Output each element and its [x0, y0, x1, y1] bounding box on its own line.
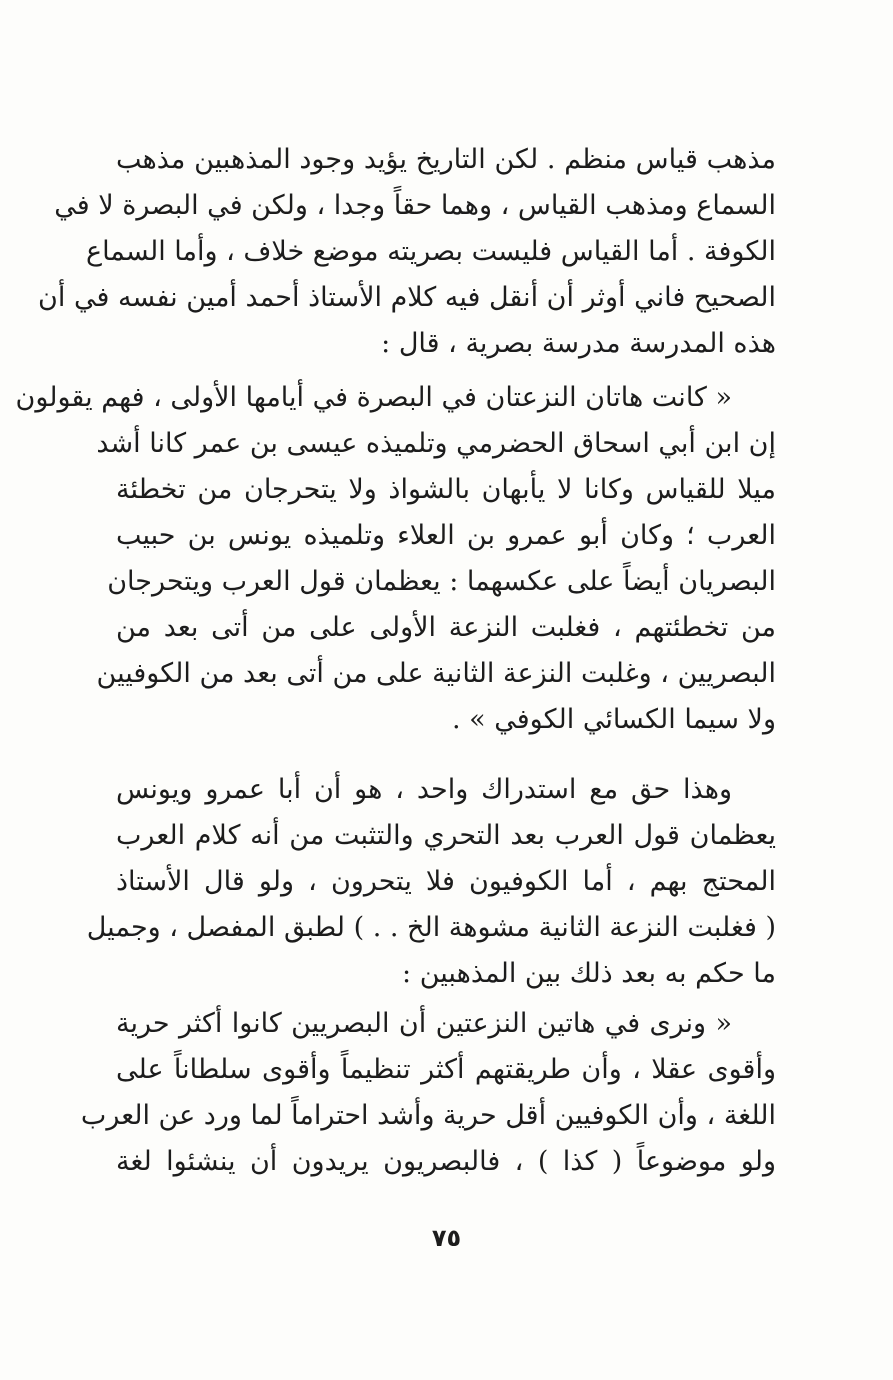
text-line: وأقوى عقلا ، وأن طريقتهم أكثر تنظيماً وأقوى سلطاناً على — [116, 1054, 776, 1085]
text-line: البصريين ، وغلبت النزعة الثانية على من أتى بعد من الكوفيين — [96, 658, 776, 689]
paragraph-4 — [80, 1008, 776, 1194]
text-line: ولا سيما الكسائي الكوفي » . — [451, 704, 776, 735]
text-line: « ونرى في هاتين النزعتين أن البصريين كانوا أكثر حرية — [116, 1008, 732, 1039]
text-line: من تخطئتهم ، فغلبت النزعة الأولى على من أتى بعد من — [116, 612, 776, 643]
text-line: ميلا للقياس وكانا لا يأبهان بالشواذ ولا يتحرجان من تخطئة — [116, 474, 776, 505]
text-line: المحتج بهم ، أما الكوفيون فلا يتحرون ، ولو قال الأستاذ — [116, 866, 776, 897]
text-line: « كانت هاتان النزعتان في البصرة في أيامها الأولى ، فهم يقولون — [15, 382, 732, 413]
text-line: ولو موضوعاً ( كذا ) ، فالبصريون يريدون أن ينشئوا لغة — [116, 1146, 776, 1177]
text-line: العرب ؛ وكان أبو عمرو بن العلاء وتلميذه يونس بن حبيب — [116, 520, 776, 551]
page-number: ٧٥ — [431, 1224, 462, 1252]
text-line: مذهب قياس منظم . لكن التاريخ يؤيد وجود المذهبين مذهب — [116, 144, 776, 175]
text-line: الصحيح فاني أوثر أن أنقل فيه كلام الأستاذ أحمد أمين نفسه في أن — [38, 282, 776, 313]
text-line: هذه المدرسة مدرسة بصرية ، قال : — [381, 328, 776, 359]
paragraph-1 — [38, 144, 776, 376]
text-line: يعظمان قول العرب بعد التحري والتثبت من أنه كلام العرب — [116, 820, 776, 851]
paragraph-3 — [86, 774, 776, 1006]
text-line: إن ابن أبي اسحاق الحضرمي وتلميذه عيسى بن عمر كانا أشد — [96, 428, 776, 459]
text-line: وهذا حق مع استدراك واحد ، هو أن أبا عمرو ويونس — [116, 774, 732, 805]
text-line: ( فغلبت النزعة الثانية مشوهة الخ . . ) لطبق المفصل ، وجميل — [86, 912, 776, 943]
text-line: البصريان أيضاً على عكسهما : يعظمان قول العرب ويتحرجان — [107, 566, 776, 597]
text-line: السماع ومذهب القياس ، وهما حقاً وجدا ، ولكن في البصرة لا في — [54, 190, 776, 221]
text-line: اللغة ، وأن الكوفيين أقل حرية وأشد احتراماً لما ورد عن العرب — [80, 1100, 776, 1131]
paragraph-2 — [15, 382, 776, 752]
text-line: ما حكم به بعد ذلك بين المذهبين : — [402, 958, 776, 989]
text-line: الكوفة . أما القياس فليست بصريته موضع خلاف ، وأما السماع — [85, 236, 776, 267]
